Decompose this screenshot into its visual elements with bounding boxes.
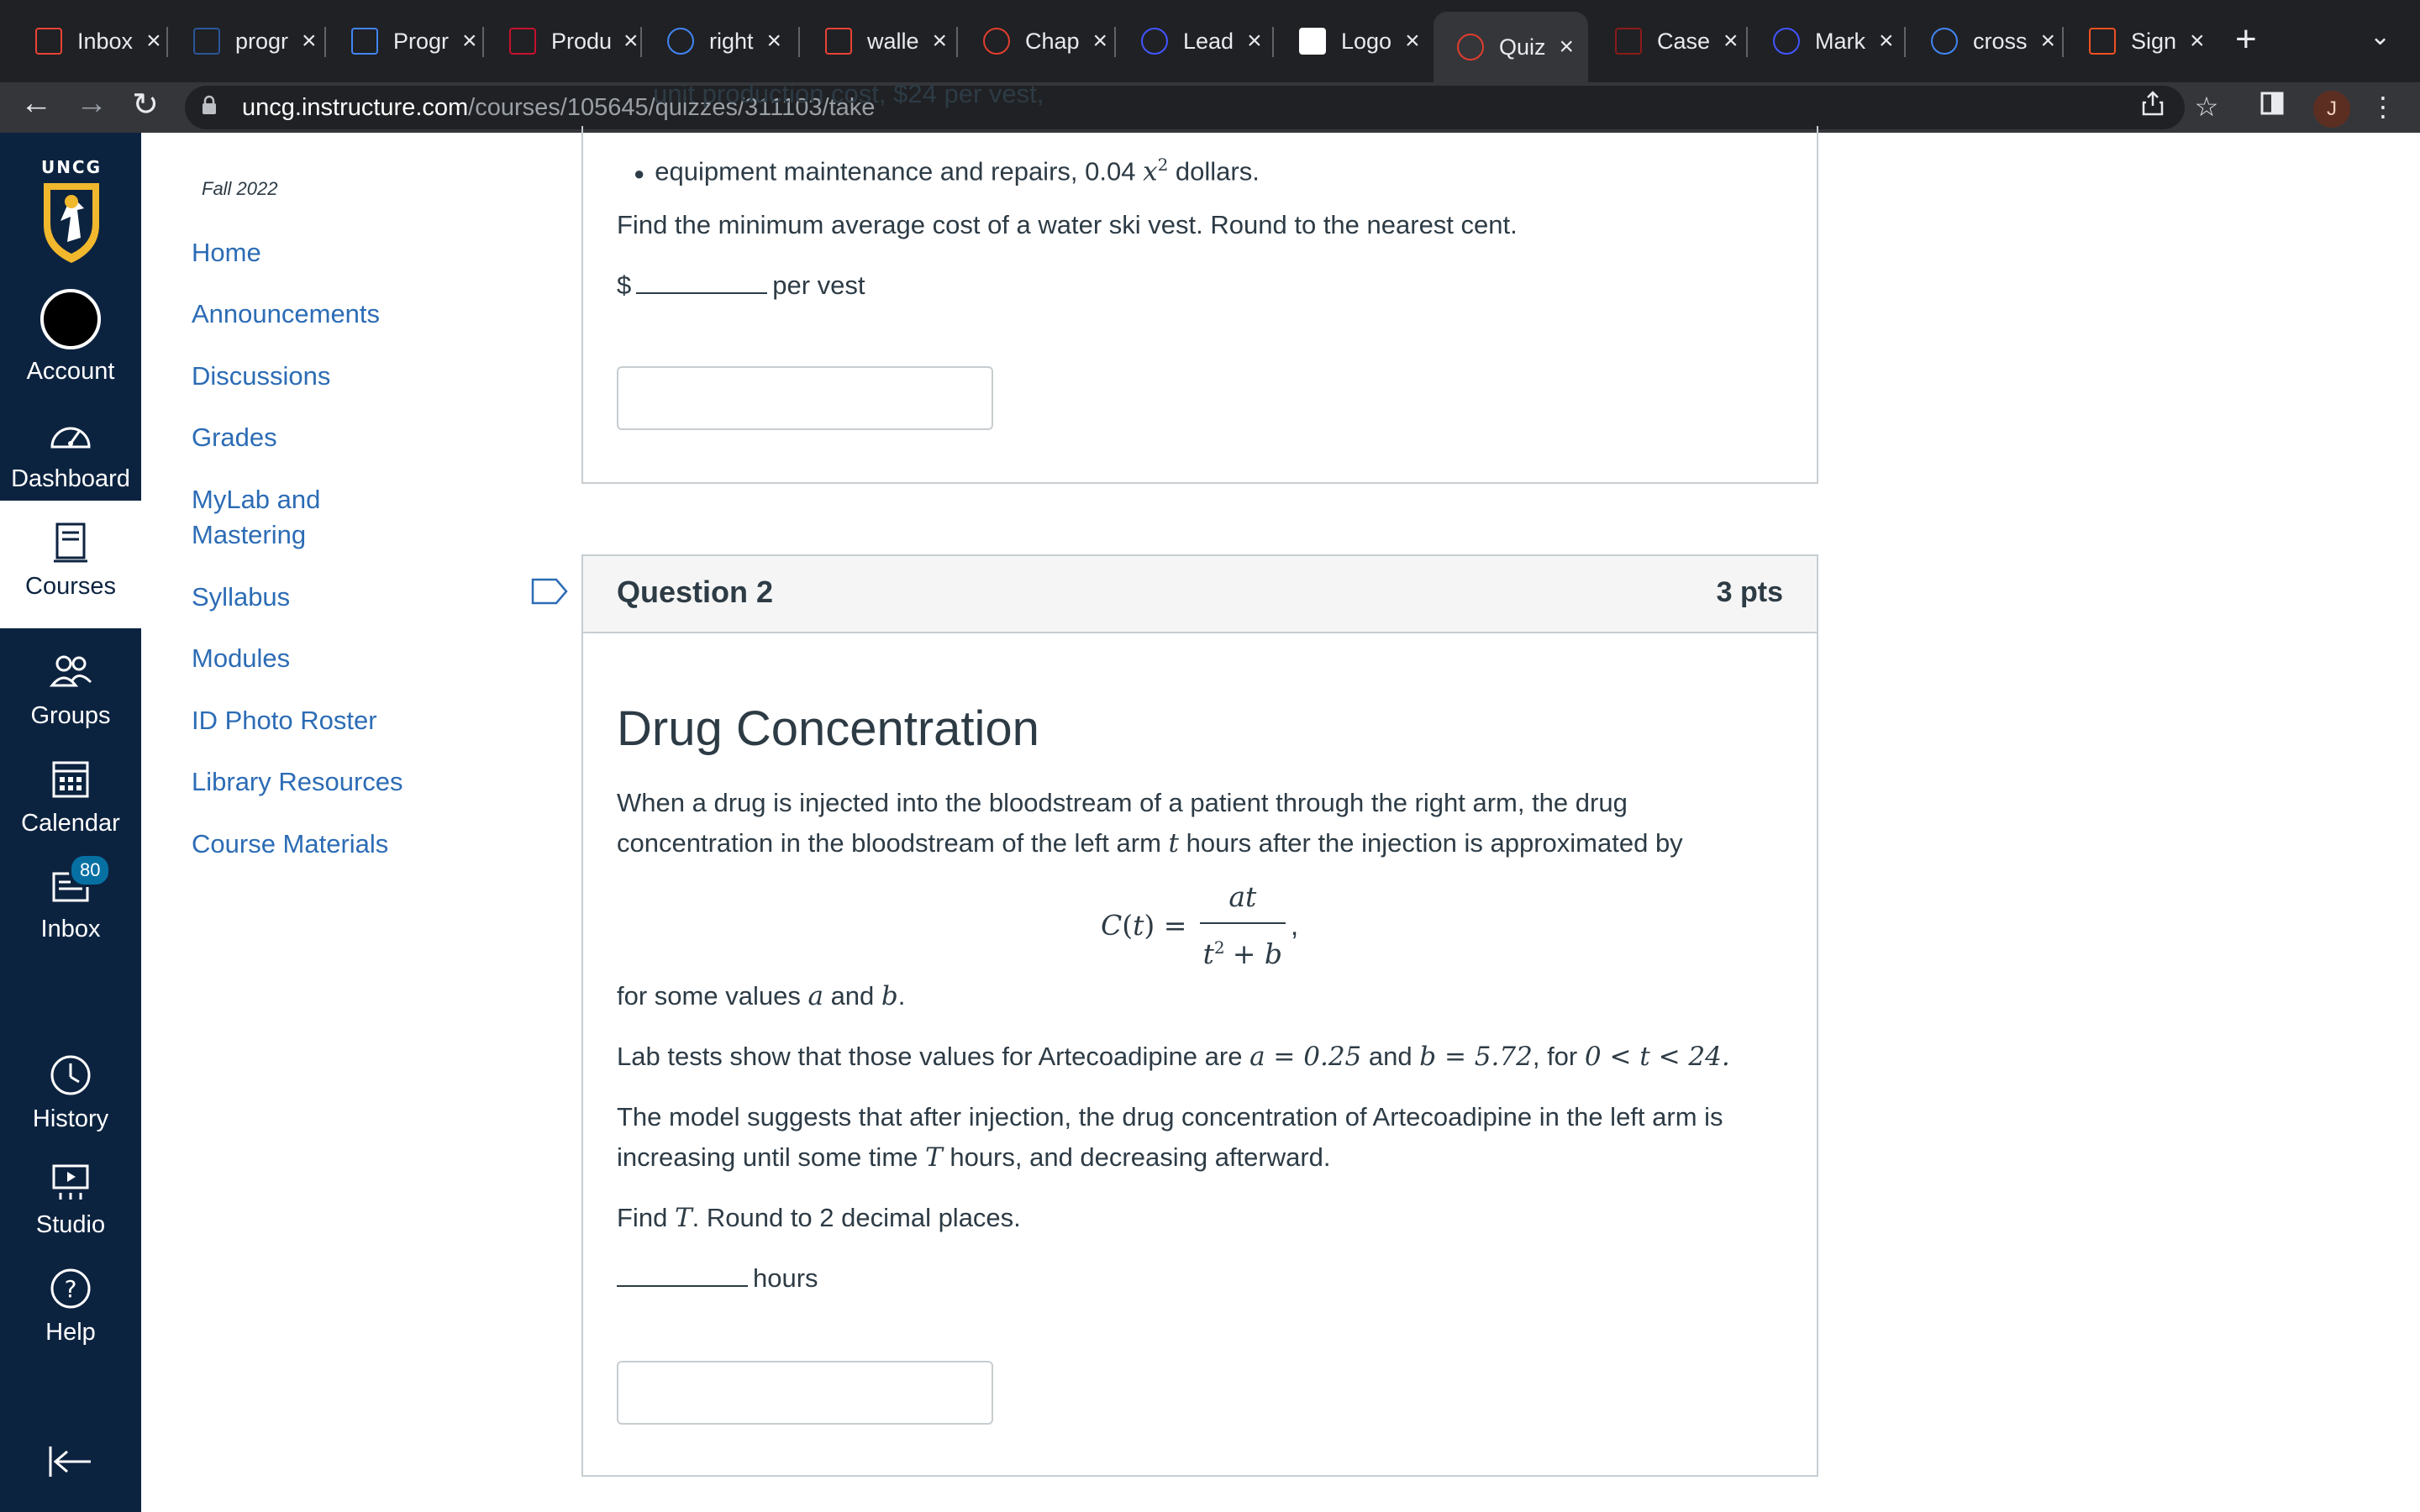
browser-tab-label: Mark — [1815, 28, 1865, 54]
course-nav-library-resources[interactable]: Library Resources — [192, 767, 403, 796]
q2-p2-var-b: b — [881, 981, 898, 1011]
url-path: /courses/105645/quizzes/311103/take — [468, 93, 876, 121]
q1-answer-prefix: $ — [617, 270, 632, 300]
course-nav-grades[interactable]: Grades — [192, 423, 277, 452]
q2-p4-line2-end: hours, and decreasing afterward. — [950, 1142, 1331, 1172]
course-nav-discussions[interactable]: Discussions — [192, 361, 331, 391]
q2-formula-den-rest: + b — [1232, 937, 1283, 970]
browser-tab-label: Case — [1657, 28, 1711, 54]
browser-tab[interactable] — [1907, 13, 2062, 69]
lock-icon — [197, 95, 222, 120]
q1-bullet: ● equipment maintenance and repairs, 0.04 $x^2$ dollars. — [634, 155, 1260, 187]
browser-tab-label: Progr — [393, 28, 450, 54]
q2-paragraph-2 — [617, 976, 905, 1016]
nav-help-label: Help — [45, 1319, 96, 1346]
close-tab-icon[interactable]: × — [766, 27, 782, 55]
browser-tab[interactable] — [12, 13, 166, 69]
browser-tab[interactable] — [2065, 13, 2220, 69]
q1-bullet-var: x — [1143, 156, 1158, 187]
term-label: Fall 2022 — [202, 178, 278, 199]
question-2-header — [581, 554, 1818, 633]
tab-separator — [482, 27, 484, 57]
q2-p1-line2-end: hours after the injection is approximated by — [1186, 828, 1683, 858]
canvas-icon — [983, 28, 1010, 55]
tab-separator — [1746, 27, 1748, 57]
google-docs-icon — [351, 28, 378, 55]
q2-p1-var: t — [1168, 828, 1180, 858]
browser-tab-label: walle — [867, 28, 919, 54]
nav-courses[interactable] — [0, 501, 141, 628]
gmail-icon — [825, 28, 852, 55]
q1-prompt: Find the minimum average cost of a water ski vest. Round to the nearest cent. — [617, 210, 1518, 239]
profile-avatar[interactable]: J — [2313, 91, 2350, 128]
svg-text:?: ? — [64, 1275, 77, 1303]
q1-answer-suffix: per vest — [772, 270, 865, 300]
browser-tab-label: Logo — [1341, 28, 1392, 54]
inbox-unread-badge: 80 — [69, 853, 111, 887]
q1-cutoff-text: unit production cost, $24 per vest, — [653, 79, 1044, 108]
quizlet-icon — [1773, 28, 1800, 55]
close-tab-icon[interactable]: × — [146, 27, 161, 55]
nav-courses-label: Courses — [25, 573, 116, 600]
close-tab-icon[interactable]: × — [302, 27, 317, 55]
browser-tab[interactable] — [1749, 13, 1904, 69]
browser-tab-label: Quiz — [1499, 34, 1546, 60]
dashboard-icon — [45, 410, 96, 460]
app-icon — [509, 28, 536, 55]
nav-account[interactable] — [0, 289, 141, 386]
bookmark-star-icon[interactable]: ☆ — [2194, 92, 2219, 122]
close-tab-icon[interactable]: × — [623, 27, 639, 55]
nav-inbox[interactable] — [0, 860, 141, 943]
q2-p4-var: T — [925, 1142, 943, 1173]
browser-tab-label: Sign — [2131, 28, 2177, 54]
q2-p3-a-eq: a = 0.25 — [1249, 1042, 1362, 1072]
browser-tab[interactable] — [1276, 13, 1430, 69]
close-tab-icon[interactable]: × — [1559, 33, 1575, 60]
canvas-icon — [1457, 34, 1484, 60]
q2-p2-text: for some values — [617, 981, 801, 1011]
tab-separator — [324, 27, 326, 57]
question-2-body — [581, 632, 1818, 1477]
q2-p3-b-eq: b = 5.72 — [1419, 1042, 1533, 1072]
q2-paragraph-5 — [617, 1198, 1021, 1238]
q2-answer-input[interactable] — [617, 1361, 993, 1425]
nav-help[interactable] — [0, 1263, 141, 1347]
browser-tab-label: Chap — [1025, 28, 1080, 54]
close-tab-icon[interactable]: × — [2040, 27, 2056, 55]
nav-studio[interactable] — [0, 1156, 141, 1239]
nav-calendar-label: Calendar — [21, 810, 120, 837]
nav-inbox-label: Inbox — [40, 916, 101, 942]
close-tab-icon[interactable]: × — [932, 27, 948, 55]
q2-answer-suffix: hours — [753, 1263, 818, 1293]
help-icon — [45, 1263, 96, 1314]
q2-p4-line1: The model suggests that after injection, the drug concentration of Artecoadipine in the left arm is — [617, 1102, 1723, 1131]
tab-separator — [640, 27, 642, 57]
browser-tab[interactable] — [486, 13, 640, 69]
close-tab-icon[interactable]: × — [1092, 27, 1108, 55]
nav-history[interactable] — [0, 1050, 141, 1133]
q2-paragraph-3 — [617, 1037, 1730, 1077]
tab-separator — [956, 27, 958, 57]
q2-p3-for: , for — [1532, 1042, 1578, 1071]
tab-separator — [166, 27, 168, 57]
tab-separator — [798, 27, 800, 57]
q2-answer-blank — [617, 1263, 748, 1287]
q2-p2-and: and — [830, 981, 875, 1011]
course-nav-course-materials[interactable]: Course Materials — [192, 829, 389, 858]
forward-button[interactable]: → — [76, 86, 108, 121]
q2-p2-var-a: a — [808, 981, 823, 1011]
close-tab-icon[interactable]: × — [1247, 27, 1262, 55]
browser-tab[interactable] — [1434, 12, 1588, 82]
q2-title: Question 2 — [617, 575, 774, 609]
q2-p5-var: T — [674, 1203, 692, 1233]
q2-p2-end: . — [897, 981, 906, 1011]
q2-formula-fraction — [1200, 877, 1286, 974]
q2-formula-den-base: t — [1202, 937, 1214, 970]
close-tab-icon[interactable]: × — [1879, 27, 1894, 55]
browser-tab[interactable] — [644, 13, 798, 69]
back-button[interactable]: ← — [20, 86, 52, 121]
browser-tab[interactable] — [1591, 13, 1746, 69]
url-host: uncg.instructure.com — [242, 93, 469, 121]
nav-calendar[interactable] — [0, 754, 141, 837]
close-tab-icon[interactable]: × — [462, 27, 477, 55]
q2-p1-line2: concentration in the bloodstream of the left arm — [617, 828, 1161, 858]
global-navigation — [0, 133, 141, 1512]
google-icon — [1931, 28, 1958, 55]
q1-bullet-suffix: dollars. — [1175, 156, 1260, 186]
nav-history-label: History — [32, 1105, 109, 1132]
q2-paragraph-4 — [617, 1097, 1810, 1178]
google-icon — [667, 28, 694, 55]
tab-search-chevron-icon[interactable]: ⌄ — [2370, 23, 2391, 50]
course-nav-modules[interactable]: Modules — [192, 643, 291, 673]
q2-formula: C(t) = $\frac{at}{t^2 + b}$ , — [1101, 877, 1298, 974]
nav-dashboard-label: Dashboard — [11, 465, 130, 492]
microsoft-icon — [2089, 28, 2116, 55]
q2-p5-end: . Round to 2 decimal places. — [692, 1203, 1021, 1232]
close-tab-icon[interactable]: × — [2190, 27, 2205, 55]
uncg-logo[interactable] — [34, 158, 109, 267]
q1-bullet-exp: 2 — [1157, 155, 1169, 175]
close-tab-icon[interactable]: × — [1723, 27, 1739, 55]
browser-tab-label: Lead — [1183, 28, 1234, 54]
browser-tab[interactable] — [328, 13, 482, 69]
browser-tab-label: Inbox — [77, 28, 134, 54]
browser-tab[interactable] — [1118, 13, 1272, 69]
q2-paragraph-1 — [617, 783, 1793, 864]
q1-cutoff-bullet — [617, 79, 1457, 129]
nav-account-label: Account — [26, 358, 115, 385]
q2-p4-line2: increasing until some time — [617, 1142, 918, 1172]
svg-text:UNCG: UNCG — [40, 157, 103, 177]
close-tab-icon[interactable]: × — [1405, 27, 1420, 55]
nav-studio-label: Studio — [35, 1211, 106, 1238]
q2-p3-and: and — [1368, 1042, 1413, 1071]
q2-formula-den-exp: 2 — [1213, 937, 1225, 958]
course-nav-syllabus[interactable]: Syllabus — [192, 582, 291, 612]
browser-tab[interactable] — [960, 13, 1114, 69]
browser-tab-label: progr — [235, 28, 289, 54]
browser-menu-icon[interactable]: ⋮ — [2370, 92, 2396, 122]
account-avatar-icon — [40, 289, 101, 349]
q2-heading: Drug Concentration — [617, 701, 1039, 756]
browser-tab-label: Produ — [551, 28, 613, 54]
history-icon — [45, 1050, 96, 1100]
q1-bullet-text: equipment maintenance and repairs, 0.04 — [655, 156, 1136, 186]
course-nav-id-photo-roster[interactable]: ID Photo Roster — [192, 706, 377, 735]
q2-p1-line1: When a drug is injected into the bloodstream of a patient through the right arm, the drug — [617, 788, 1628, 817]
studio-icon — [45, 1156, 96, 1206]
nav-groups[interactable] — [0, 647, 141, 730]
course-nav-home[interactable]: Home — [192, 238, 261, 267]
q1-answer-line — [617, 265, 865, 306]
quizlet-icon — [1141, 28, 1168, 55]
nav-groups-label: Groups — [30, 702, 111, 729]
browser-tab[interactable] — [170, 13, 324, 69]
share-icon[interactable] — [2134, 91, 2171, 123]
browser-tab-label: cross — [1973, 28, 2028, 54]
course-nav-announcements[interactable]: Announcements — [192, 299, 381, 328]
courses-icon — [45, 517, 96, 568]
scale-icon — [1615, 28, 1642, 55]
reload-button[interactable]: ↻ — [132, 87, 159, 123]
tab-separator — [1114, 27, 1116, 57]
new-tab-button[interactable]: + — [2235, 18, 2257, 60]
q1-answer-input[interactable] — [617, 366, 993, 430]
side-panel-icon[interactable] — [2254, 91, 2291, 123]
browser-tab-label: right — [709, 28, 754, 54]
flag-question-icon[interactable] — [531, 578, 568, 605]
nav-dashboard[interactable] — [0, 410, 141, 493]
q2-p3-range: 0 < t < 24. — [1584, 1042, 1730, 1072]
course-nav-mylab[interactable]: MyLab and Mastering — [192, 485, 321, 549]
q2-points: 3 pts — [1716, 576, 1783, 608]
calendar-icon — [45, 754, 96, 805]
q2-answer-line — [617, 1258, 818, 1299]
browser-tab-strip — [0, 0, 2420, 82]
gmail-icon — [35, 28, 62, 55]
q2-p3-text: Lab tests show that those values for Artecoadipine are — [617, 1042, 1243, 1071]
image-icon — [1299, 28, 1326, 55]
word-icon — [193, 28, 220, 55]
tab-separator — [1272, 27, 1274, 57]
tab-separator — [2062, 27, 2064, 57]
browser-tab[interactable] — [802, 13, 956, 69]
q1-answer-blank — [636, 270, 767, 294]
q2-formula-numerator: at — [1200, 877, 1286, 924]
q2-p5-find: Find — [617, 1203, 668, 1232]
collapse-nav-icon[interactable] — [47, 1445, 94, 1478]
tab-separator — [1904, 27, 1906, 57]
groups-icon — [45, 647, 96, 697]
